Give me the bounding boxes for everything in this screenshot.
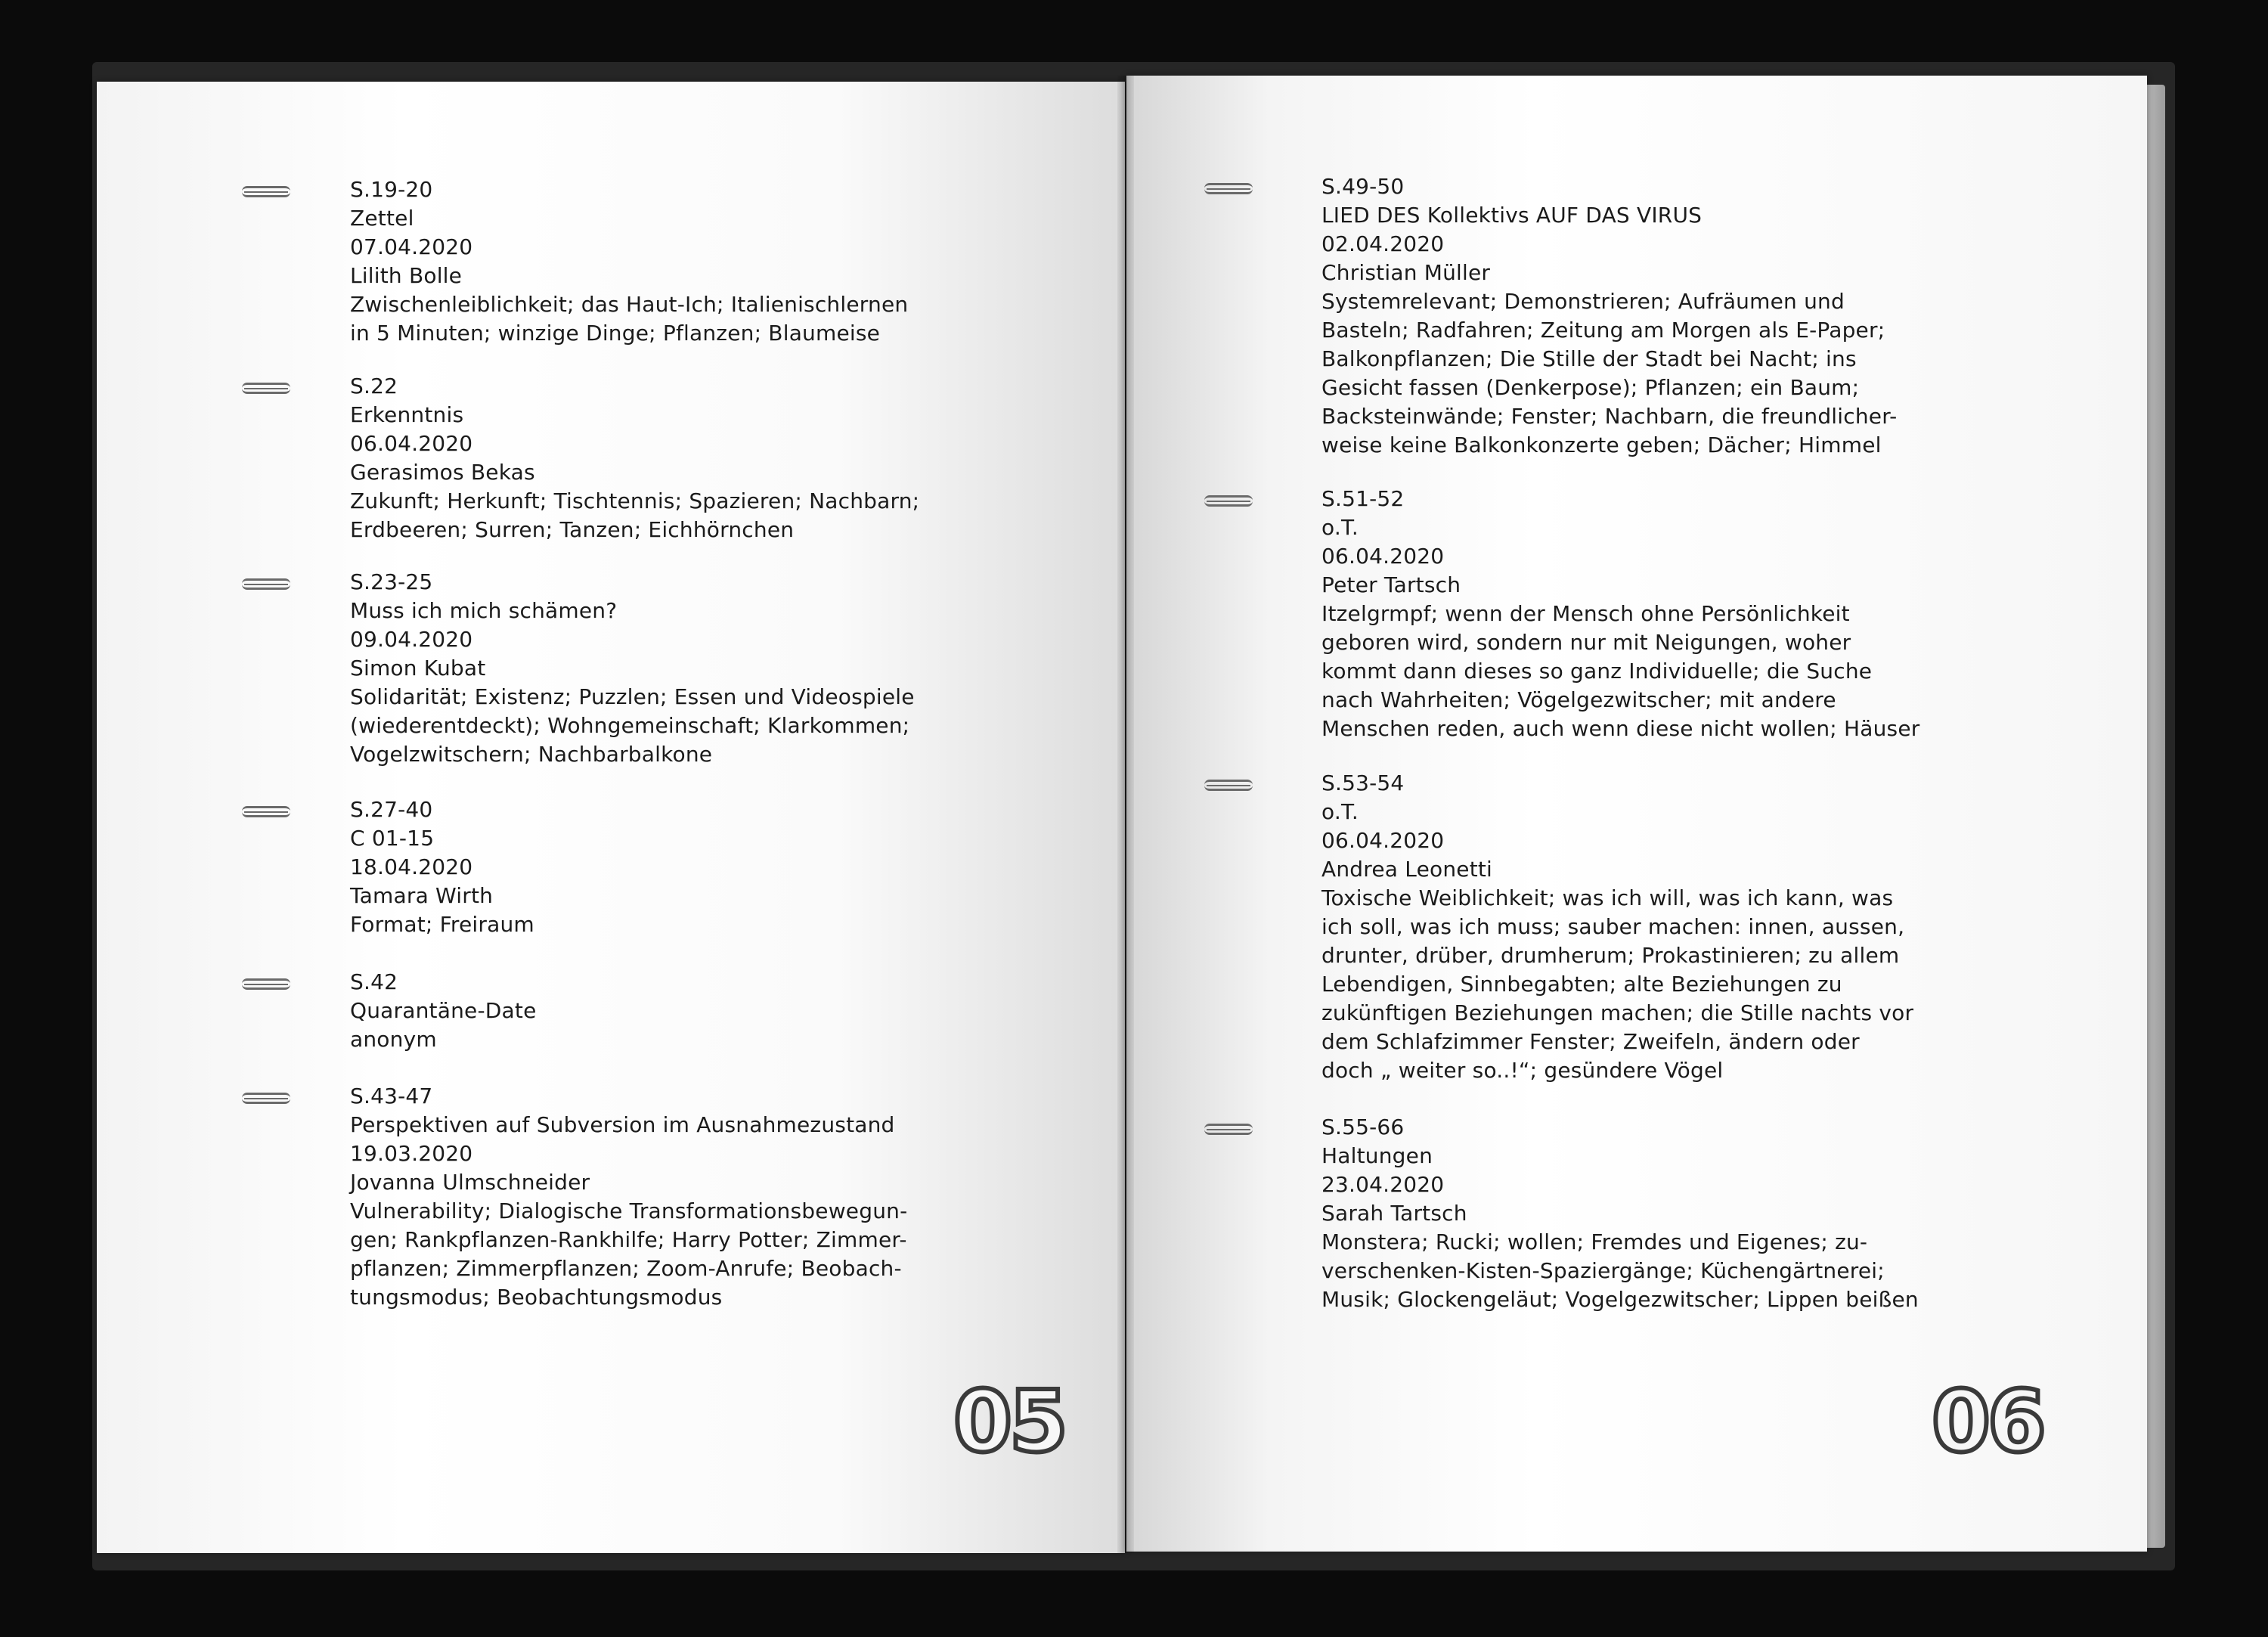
entry-keywords-line: (wiederentdeckt); Wohngemeinschaft; Klarkommen; <box>350 713 910 738</box>
entry-bullet-icon <box>242 578 290 590</box>
entry-keywords-line: Format; Freiraum <box>350 912 534 937</box>
entry-title: Muss ich mich schämen? <box>350 598 618 623</box>
entry-title: o.T. <box>1321 515 1359 540</box>
entry-bullet-icon <box>242 186 290 197</box>
entry-text <box>350 1082 907 1312</box>
entry-keywords-line: Systemrelevant; Demonstrieren; Aufräumen und <box>1321 289 1845 314</box>
entry-title: LIED DES Kollektivs AUF DAS VIRUS <box>1321 203 1703 228</box>
right-page <box>1126 76 2147 1552</box>
entry-author: Andrea Leonetti <box>1321 857 1493 882</box>
entry-title: Quarantäne-Date <box>350 998 537 1023</box>
entry-text <box>350 372 919 544</box>
entry-pages: S.22 <box>350 374 398 398</box>
entry-pages: S.49-50 <box>1321 174 1405 199</box>
entry-author: anonym <box>350 1027 437 1052</box>
entry-keywords-line: zukünftigen Beziehungen machen; die Stille nachts vor <box>1321 1000 1914 1025</box>
entry-title: Erkenntnis <box>350 402 464 427</box>
entry-keywords-line: Gesicht fassen (Denkerpose); Pflanzen; ein Baum; <box>1321 375 1860 400</box>
entry-bullet-icon <box>242 383 290 394</box>
entry-keywords-line: drunter, drüber, drumherum; Prokastinieren; zu allem <box>1321 943 1900 968</box>
entry-text <box>350 795 534 939</box>
entry-date: 18.04.2020 <box>350 854 473 879</box>
entry-keywords-line: Menschen reden, auch wenn diese nicht wollen; Häuser <box>1321 716 1920 741</box>
entry-keywords-line: geboren wird, sondern nur mit Neigungen, woher <box>1321 630 1851 655</box>
entry-pages: S.19-20 <box>350 177 433 202</box>
entry-bullet-icon <box>1204 495 1253 507</box>
entry-keywords-line: Monstera; Rucki; wollen; Fremdes und Eigenes; zu- <box>1321 1229 1868 1254</box>
entry-text <box>1321 172 1897 460</box>
entry-author: Peter Tartsch <box>1321 572 1461 597</box>
entry-keywords-line: Backsteinwände; Fenster; Nachbarn, die freundlicher- <box>1321 404 1898 429</box>
entry-bullet-icon <box>1204 183 1253 194</box>
page-number: 05 <box>953 1373 1065 1471</box>
entry-keywords-line: Lebendigen, Sinnbegabten; alte Beziehungen zu <box>1321 972 1842 997</box>
entry-author: Gerasimos Bekas <box>350 460 535 485</box>
entry-title: Haltungen <box>1321 1143 1433 1168</box>
entry-keywords-line: Toxische Weiblichkeit; was ich will, was ich kann, was <box>1321 885 1894 910</box>
entry-pages: S.42 <box>350 969 398 994</box>
entry-title: o.T. <box>1321 799 1359 824</box>
entry-text <box>1321 769 1913 1085</box>
entry-text <box>350 968 537 1054</box>
entry-keywords-line: Erdbeeren; Surren; Tanzen; Eichhörnchen <box>350 517 795 542</box>
entry-keywords-line: Vogelzwitschern; Nachbarbalkone <box>350 742 713 767</box>
entry-keywords-line: kommt dann dieses so ganz Individuelle; die Suche <box>1321 659 1873 684</box>
entry-keywords-line: doch „ weiter so..!“; gesündere Vögel <box>1321 1058 1724 1083</box>
entry-author: Christian Müller <box>1321 260 1491 285</box>
left-page <box>97 82 1125 1553</box>
entry-text <box>350 568 915 769</box>
entry-pages: S.51-52 <box>1321 486 1405 511</box>
entry-date: 19.03.2020 <box>350 1141 473 1166</box>
entry-keywords-line: in 5 Minuten; winzige Dinge; Pflanzen; Blaumeise <box>350 321 881 346</box>
entry-bullet-icon <box>242 1093 290 1104</box>
entry-date: 09.04.2020 <box>350 627 473 652</box>
entry-author: Simon Kubat <box>350 656 486 681</box>
page-number: 06 <box>1932 1373 2043 1471</box>
entry-bullet-icon <box>242 978 290 990</box>
entry-author: Sarah Tartsch <box>1321 1201 1467 1226</box>
entry-keywords-line: tungsmodus; Beobachtungsmodus <box>350 1285 723 1310</box>
entry-keywords-line: Balkonpflanzen; Die Stille der Stadt bei Nacht; ins <box>1321 346 1857 371</box>
entry-text <box>1321 485 1920 743</box>
entry-date: 06.04.2020 <box>1321 544 1445 569</box>
entry-date: 02.04.2020 <box>1321 231 1445 256</box>
entry-keywords-line: Musik; Glockengeläut; Vogelgezwitscher; Lippen beißen <box>1321 1287 1919 1312</box>
entry-text <box>1321 1113 1919 1314</box>
entry-keywords-line: ich soll, was ich muss; sauber machen: innen, aussen, <box>1321 914 1905 939</box>
entry-keywords-line: dem Schlafzimmer Fenster; Zweifeln, ändern oder <box>1321 1029 1860 1054</box>
entry-bullet-icon <box>1204 780 1253 791</box>
entry-keywords-line: nach Wahrheiten; Vögelgezwitscher; mit andere <box>1321 687 1836 712</box>
entry-author: Lilith Bolle <box>350 263 463 288</box>
entry-keywords-line: Basteln; Radfahren; Zeitung am Morgen als E-Paper; <box>1321 318 1885 343</box>
entry-pages: S.53-54 <box>1321 770 1405 795</box>
entry-keywords-line: Solidarität; Existenz; Puzzlen; Essen und Videospiele <box>350 684 915 709</box>
entry-date: 06.04.2020 <box>350 431 473 456</box>
entry-author: Jovanna Ulmschneider <box>350 1170 590 1195</box>
entry-keywords-line: Itzelgrmpf; wenn der Mensch ohne Persönlichkeit <box>1321 601 1850 626</box>
entry-bullet-icon <box>1204 1124 1253 1135</box>
page-gutter <box>1117 76 1134 1553</box>
entry-keywords-line: verschenken-Kisten-Spaziergänge; Küchengärtnerei; <box>1321 1258 1885 1283</box>
entry-keywords-line: Zukunft; Herkunft; Tischtennis; Spazieren; Nachbarn; <box>350 488 920 513</box>
entry-pages: S.55-66 <box>1321 1115 1405 1139</box>
entry-bullet-icon <box>242 806 290 817</box>
entry-keywords-line: weise keine Balkonkonzerte geben; Dächer; Himmel <box>1321 433 1882 457</box>
entry-title: Perspektiven auf Subversion im Ausnahmezustand <box>350 1112 895 1137</box>
entry-keywords-line: pflanzen; Zimmerpflanzen; Zoom-Anrufe; Beobach- <box>350 1256 902 1281</box>
entry-author: Tamara Wirth <box>350 883 494 908</box>
entry-keywords-line: Vulnerability; Dialogische Transformationsbewegun- <box>350 1198 908 1223</box>
entry-title: Zettel <box>350 206 414 231</box>
entry-keywords-line: gen; Rankpflanzen-Rankhilfe; Harry Potter; Zimmer- <box>350 1227 907 1252</box>
entry-date: 23.04.2020 <box>1321 1172 1445 1197</box>
entry-keywords-line: Zwischenleiblichkeit; das Haut-Ich; Italienischlernen <box>350 292 909 317</box>
entry-text <box>350 175 908 348</box>
entry-pages: S.23-25 <box>350 569 433 594</box>
entry-title: C 01-15 <box>350 826 435 851</box>
entry-date: 07.04.2020 <box>350 234 473 259</box>
entry-pages: S.43-47 <box>350 1084 433 1108</box>
entry-pages: S.27-40 <box>350 797 433 822</box>
entry-date: 06.04.2020 <box>1321 828 1445 853</box>
